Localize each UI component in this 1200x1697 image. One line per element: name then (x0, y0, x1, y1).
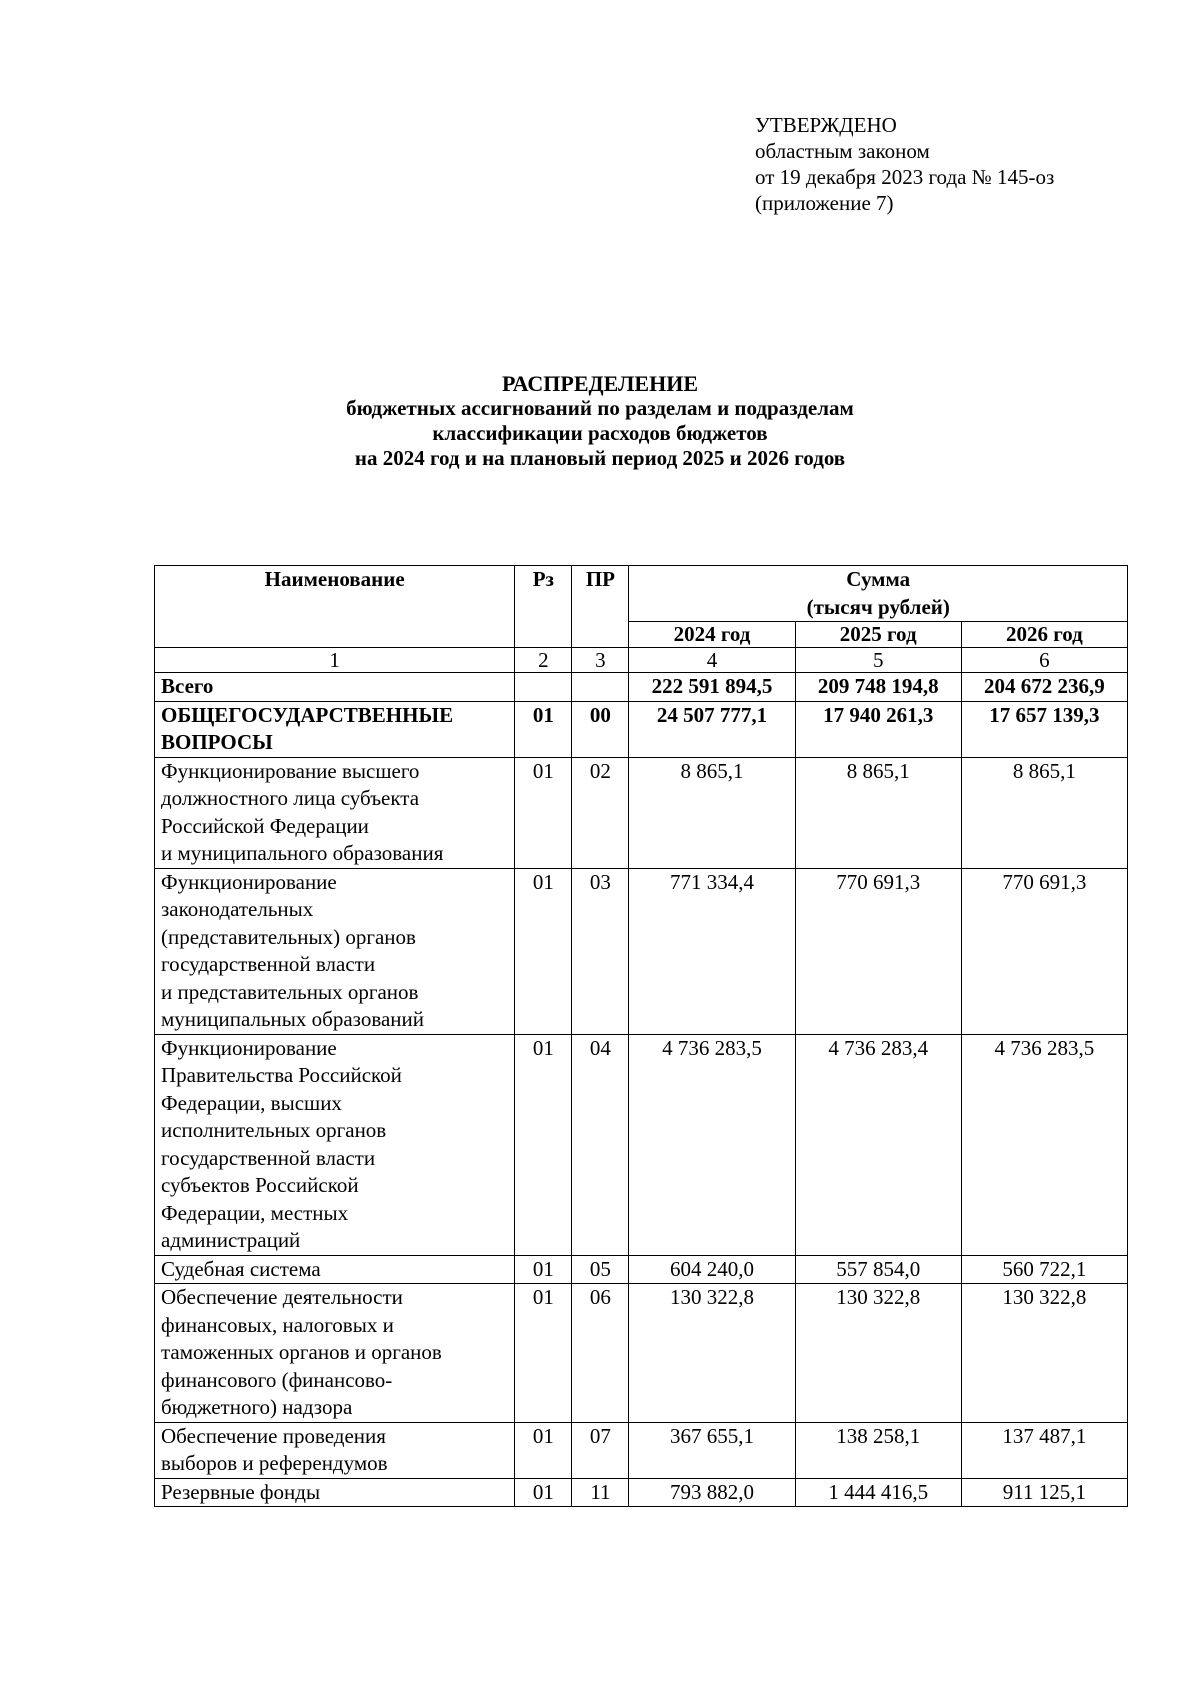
row-pr: 11 (572, 1478, 629, 1507)
row-value-2026: 770 691,3 (961, 868, 1127, 1034)
row-name-line: Всего (161, 674, 214, 698)
row-name-line: и муниципального образования (161, 841, 444, 865)
row-value-2026: 560 722,1 (961, 1255, 1127, 1284)
row-pr: 03 (572, 868, 629, 1034)
row-pr: 02 (572, 757, 629, 868)
row-value-2024: 130 322,8 (629, 1284, 795, 1423)
header-name: Наименование (155, 566, 515, 648)
row-name-line: субъектов Российской (161, 1173, 359, 1197)
table-row (155, 757, 1128, 868)
row-name-line: должностного лица субъекта (161, 786, 420, 810)
row-name (155, 701, 515, 757)
row-pr: 06 (572, 1284, 629, 1423)
header-sum-unit: (тысяч рублей) (806, 594, 950, 619)
column-index: 6 (961, 648, 1127, 673)
row-name-line: Обеспечение проведения (161, 1423, 386, 1448)
header-year-2024: 2024 год (629, 622, 795, 648)
row-value-2024: 24 507 777,1 (629, 701, 795, 757)
row-rz: 01 (515, 1478, 572, 1507)
header-sum-title: Сумма (846, 567, 911, 591)
row-pr (572, 673, 629, 702)
row-value-2024: 604 240,0 (629, 1255, 795, 1284)
column-index: 3 (572, 648, 629, 673)
row-name-line: Правительства Российской (161, 1063, 402, 1087)
row-value-2026: 137 487,1 (961, 1422, 1127, 1478)
approval-stamp (755, 112, 1054, 216)
budget-table (154, 565, 1128, 1507)
row-value-2025: 770 691,3 (795, 868, 961, 1034)
row-value-2025: 138 258,1 (795, 1422, 961, 1478)
row-value-2024: 8 865,1 (629, 757, 795, 868)
row-pr: 05 (572, 1255, 629, 1284)
header-rz: Рз (515, 566, 572, 648)
row-name-line: Федерации, местных (161, 1200, 349, 1225)
row-name-line: Российской Федерации (161, 813, 369, 838)
document-title (0, 371, 1200, 471)
row-value-2024: 4 736 283,5 (629, 1034, 795, 1255)
row-name-line: государственной власти (161, 1145, 376, 1170)
row-name-line: Функционирование (161, 1035, 337, 1060)
row-value-2026: 4 736 283,5 (961, 1034, 1127, 1255)
table-row (155, 1034, 1128, 1255)
table-row (155, 1284, 1128, 1423)
row-rz: 01 (515, 1255, 572, 1284)
row-name-line: финансового (финансово- (161, 1367, 393, 1392)
title-line: классификации расходов бюджетов (432, 421, 768, 445)
header-pr: ПР (572, 566, 629, 648)
header-sum (629, 566, 1128, 622)
row-name-line: законодательных (161, 897, 314, 921)
row-name-line: Федерации, высших (161, 1090, 342, 1115)
approval-line: от 19 декабря 2023 года № 145-оз (755, 165, 1055, 189)
column-index: 2 (515, 648, 572, 673)
row-value-2025: 1 444 416,5 (795, 1478, 961, 1507)
row-value-2025: 130 322,8 (795, 1284, 961, 1423)
row-value-2026: 911 125,1 (961, 1478, 1127, 1507)
row-name (155, 1284, 515, 1423)
row-value-2026: 17 657 139,3 (961, 701, 1127, 757)
approval-line: УТВЕРЖДЕНО (755, 113, 897, 137)
row-name-line: выборов и референдумов (161, 1451, 388, 1475)
row-name-line: Функционирование (161, 869, 337, 894)
row-value-2025: 17 940 261,3 (795, 701, 961, 757)
row-name-line: ОБЩЕГОСУДАРСТВЕННЫЕ (161, 702, 454, 727)
table-row (155, 701, 1128, 757)
row-name (155, 1034, 515, 1255)
column-index: 4 (629, 648, 795, 673)
row-pr: 07 (572, 1422, 629, 1478)
title-main: РАСПРЕДЕЛЕНИЕ (501, 371, 698, 396)
row-name-line: Обеспечение деятельности (161, 1285, 403, 1309)
row-value-2024: 793 882,0 (629, 1478, 795, 1507)
header-year-2026: 2026 год (961, 622, 1127, 648)
title-line: бюджетных ассигнований по разделам и подразделам (346, 396, 854, 420)
title-line: на 2024 год и на плановый период 2025 и 2026 годов (354, 446, 846, 470)
row-pr: 00 (572, 701, 629, 757)
row-value-2025: 4 736 283,4 (795, 1034, 961, 1255)
row-name-line: таможенных органов и органов (161, 1340, 442, 1364)
row-name-line: государственной власти (161, 952, 376, 976)
row-name-line: Судебная система (161, 1256, 321, 1281)
row-name (155, 1422, 515, 1478)
row-name-line: исполнительных органов (161, 1118, 387, 1142)
row-rz: 01 (515, 1284, 572, 1423)
row-name-line: и представительных органов (161, 979, 419, 1004)
header-row (155, 566, 1128, 622)
row-rz: 01 (515, 701, 572, 757)
row-name-line: муниципальных образований (161, 1007, 424, 1031)
column-index: 5 (795, 648, 961, 673)
row-name-line: Резервные фонды (161, 1479, 321, 1504)
row-value-2024: 367 655,1 (629, 1422, 795, 1478)
column-index: 1 (155, 648, 515, 673)
row-rz (515, 673, 572, 702)
approval-line: областным законом (755, 139, 930, 163)
row-name-line: бюджетного) надзора (161, 1395, 353, 1419)
row-name-line: финансовых, налоговых и (161, 1312, 394, 1337)
row-name (155, 757, 515, 868)
row-rz: 01 (515, 868, 572, 1034)
row-rz: 01 (515, 757, 572, 868)
header-year-2025: 2025 год (795, 622, 961, 648)
row-value-2025: 8 865,1 (795, 757, 961, 868)
row-value-2025: 209 748 194,8 (795, 673, 961, 702)
row-value-2024: 771 334,4 (629, 868, 795, 1034)
table-row (155, 673, 1128, 702)
column-index-row (155, 648, 1128, 673)
row-name-line: ВОПРОСЫ (161, 730, 273, 754)
row-name (155, 1255, 515, 1284)
table-row (155, 868, 1128, 1034)
row-value-2026: 8 865,1 (961, 757, 1127, 868)
table-row (155, 1422, 1128, 1478)
row-pr: 04 (572, 1034, 629, 1255)
row-value-2026: 204 672 236,9 (961, 673, 1127, 702)
row-name (155, 868, 515, 1034)
approval-line: (приложение 7) (755, 191, 894, 215)
row-name (155, 673, 515, 702)
row-name (155, 1478, 515, 1507)
row-value-2024: 222 591 894,5 (629, 673, 795, 702)
row-value-2025: 557 854,0 (795, 1255, 961, 1284)
row-value-2026: 130 322,8 (961, 1284, 1127, 1423)
row-name-line: (представительных) органов (161, 924, 416, 949)
row-name-line: администраций (161, 1228, 301, 1252)
table-row (155, 1478, 1128, 1507)
row-rz: 01 (515, 1422, 572, 1478)
table-row (155, 1255, 1128, 1284)
row-rz: 01 (515, 1034, 572, 1255)
row-name-line: Функционирование высшего (161, 758, 420, 783)
